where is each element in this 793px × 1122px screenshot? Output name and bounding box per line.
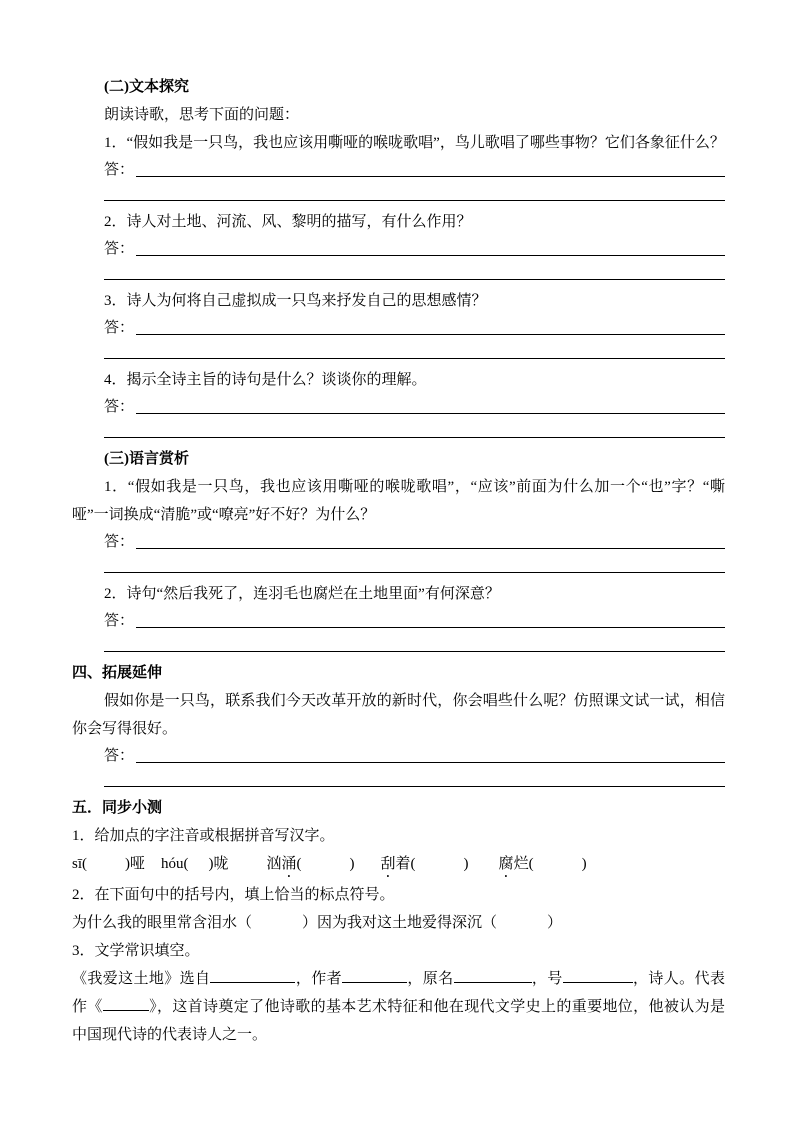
answer-blank-line: [136, 334, 725, 335]
answer-continuation-line: [104, 183, 725, 201]
answer-blank-line: [136, 762, 725, 763]
answer-label: 答：: [104, 534, 135, 550]
answer-continuation-line: [104, 420, 725, 438]
answer-blank-line: [136, 413, 725, 414]
answer-label: 答：: [104, 241, 135, 257]
answer-row: [72, 394, 725, 420]
section-heading-quiz: 五．同步小测: [72, 800, 163, 816]
answer-blank-line: [136, 548, 725, 549]
answer-label: 答：: [104, 399, 135, 415]
quiz-question-2: 2．在下面句中的括号内，填上恰当的标点符号。: [72, 887, 395, 903]
answer-blank-line: [136, 255, 725, 256]
section-heading-text-exploration: (二)文本探究: [104, 79, 189, 95]
question-text: 2．诗句“然后我死了，连羽毛也腐烂在土地里面”有何深意？: [104, 586, 500, 602]
answer-continuation-line: [104, 341, 725, 359]
answer-row: [72, 743, 725, 769]
section-heading-extension: 四、拓展延伸: [72, 665, 163, 681]
quiz-question-1: 1．给加点的字注音或根据拼音写汉字。: [72, 828, 335, 844]
answer-row: [72, 315, 725, 341]
answer-label: 答：: [104, 748, 135, 764]
literary-knowledge-fill-paragraph: 《我爱这土地》选自 ，作者 ，原名 ，号 ，诗人。代表作《 》，这首诗奠定了他诗歌的基本艺术特征和他在现代文学史上的重要地位，他被认为是中国现代诗的代表诗人之一。: [72, 971, 725, 1043]
answer-row: [72, 608, 725, 634]
question-text: 1．“假如我是一只鸟，我也应该用嘶哑的喉咙歌唱”，“应该”前面为什么加一个“也”字？“嘶哑”一词换成“清脆”或“嘹亮”好不好？为什么？: [72, 479, 725, 523]
answer-continuation-line: [104, 634, 725, 652]
answer-label: 答：: [104, 613, 135, 629]
answer-row: [72, 236, 725, 262]
question-text: 2．诗人对土地、河流、风、黎明的描写，有什么作用？: [104, 214, 472, 230]
question-text: 4．揭示全诗主旨的诗句是什么？谈谈你的理解。: [104, 372, 427, 388]
answer-row: [72, 157, 725, 183]
answer-row: [72, 529, 725, 555]
quiz-question-3: 3．文学常识填空。: [72, 943, 200, 959]
answer-blank-line: [136, 627, 725, 628]
answer-label: 答：: [104, 320, 135, 336]
punctuation-fill-row: 为什么我的眼里常含泪水（ ）因为我对这土地爱得深沉（ ）: [72, 915, 563, 931]
answer-blank-line: [136, 176, 725, 177]
answer-continuation-line: [104, 262, 725, 280]
extension-body-text: 假如你是一只鸟，联系我们今天改革开放的新时代，你会唱些什么呢？仿照课文试一试，相信你会写得很好。: [72, 693, 725, 737]
answer-continuation-line: [104, 555, 725, 573]
section-heading-language-appreciation: (三)语言赏析: [104, 451, 189, 467]
pinyin-fill-row: sī( )哑 hóu( )咙 汹涌( ) 刮着( ) 腐烂( ): [72, 856, 587, 872]
intro-text: 朗读诗歌，思考下面的问题：: [104, 107, 300, 123]
answer-label: 答：: [104, 162, 135, 178]
question-text: 1．“假如我是一只鸟，我也应该用嘶哑的喉咙歌唱”，鸟儿歌唱了哪些事物？它们各象征什么？: [104, 135, 725, 151]
answer-continuation-line: [104, 769, 725, 787]
question-text: 3．诗人为何将自己虚拟成一只鸟来抒发自己的思想感情？: [104, 293, 487, 309]
